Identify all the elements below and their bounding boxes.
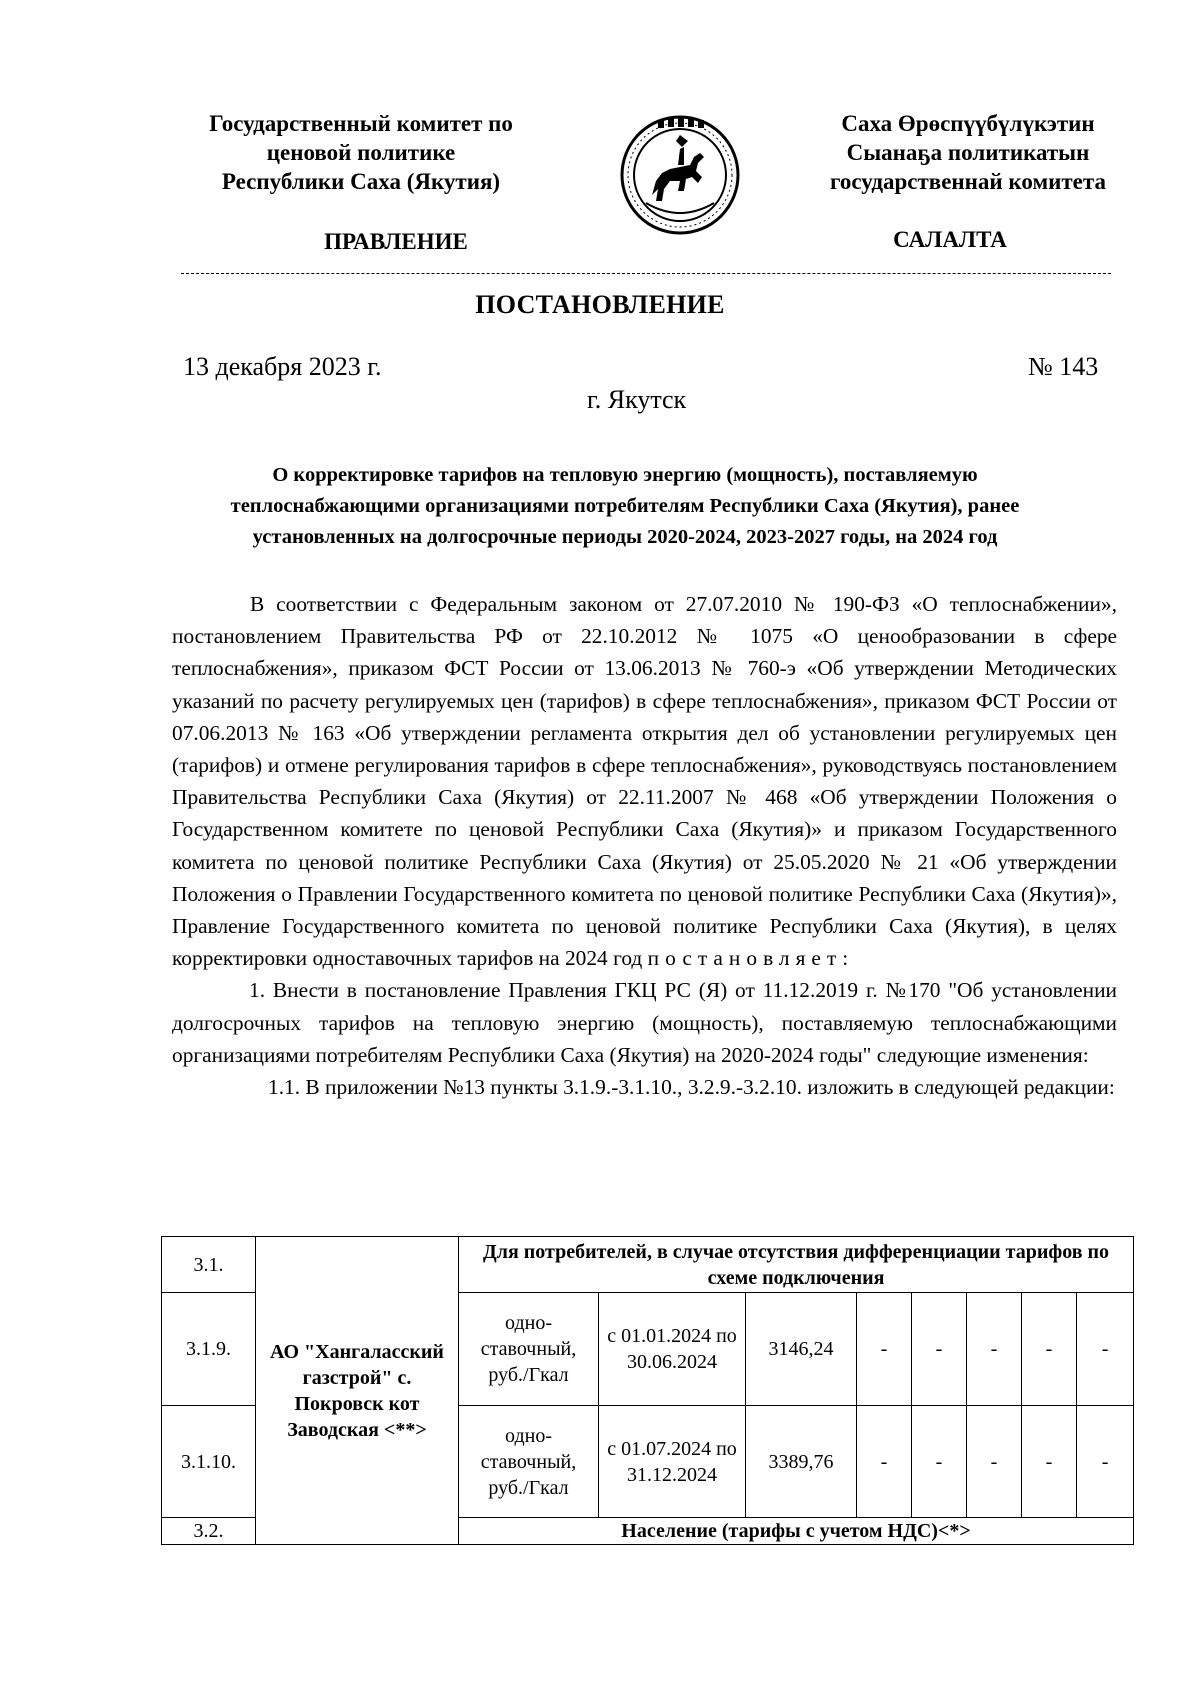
heading-line: установленных на долгосрочные периоды 2020-2024, 2023-2027 годы, на 2024 год	[252, 526, 998, 548]
section-caption: Население (тарифы с учетом НДС)<*>	[459, 1518, 1134, 1545]
empty-value-cell: -	[1077, 1406, 1134, 1518]
header-right-line: государственнай комитета	[830, 169, 1106, 194]
item-1-1-paragraph: 1.1. В приложении №13 пункты 3.1.9.-3.1.10., 3.2.9.-3.2.10. изложить в следующей редакции:	[268, 1075, 1115, 1100]
preamble-text: В соответствии с Федеральным законом от 27.07.2010 № 190-ФЗ «О теплоснабжении», постановлением Правительства РФ от 22.10.2012 № 1075 «О ценообразовании в сфере теплоснабжения», приказом ФСТ России от 13.06.2013 № 760-э «Об утверждении Методических указаний по расчету регулируемых цен (тарифов) в сфере теплоснабжения», приказом ФСТ России от 07.06.2013 № 163 «Об утверждении регламента открытия дел об установлении регулируемых цен (тарифов) и отмене регулирования тарифов в сфере теплоснабжения», руководствуясь постановлением Правительства Республики Саха (Якутия) от 22.11.2007 № 468 «Об утверждении Положения о Государственном комитете по ценовой Республики Саха (Якутия)» и приказом Государственного комитета по ценовой политике Республики Саха (Якутия) от 25.05.2020 № 21 «Об утверждении Положения о Правлении Государственного комитета по ценовой политике Республики Саха (Якутия)», Правление Государственного комитета по ценовой политике Республики Саха (Якутия), в целях корректировки одноставочных тарифов на 2024 год	[172, 592, 1117, 971]
heading-line: теплоснабжающими организациями потребителям Республики Саха (Якутия), ранее	[230, 495, 1020, 517]
empty-value-cell: -	[1077, 1293, 1134, 1406]
header-divider	[181, 273, 1111, 274]
document-heading	[160, 460, 1090, 553]
tariff-table	[161, 1236, 1134, 1545]
document-number: № 143	[1028, 352, 1099, 381]
document-body	[172, 588, 1117, 1103]
row-number: 3.1.9.	[162, 1293, 256, 1406]
header-left-line: Государственный комитет по	[209, 111, 513, 136]
empty-value-cell: -	[912, 1406, 967, 1518]
board-label-russian: ПРАВЛЕНИЕ	[324, 229, 468, 254]
empty-value-cell: -	[1022, 1293, 1077, 1406]
board-label-yakut: САЛАЛТА	[893, 227, 1007, 252]
empty-value-cell: -	[912, 1293, 967, 1406]
resolves-word: постановляет:	[647, 946, 855, 971]
document-type-title: ПОСТАНОВЛЕНИЕ	[475, 290, 725, 319]
committee-name-yakut	[800, 109, 1136, 196]
row-number: 3.1.10.	[162, 1406, 256, 1518]
heading-line: О корректировке тарифов на тепловую энергию (мощность), поставляемую	[272, 464, 978, 486]
header-right-line: Сыанаҕа политикатын	[846, 140, 1090, 165]
section-caption: Для потребителей, в случае отсутствия дифференциации тарифов по схеме подключения	[459, 1237, 1134, 1293]
tariff-value-cell: 3146,24	[746, 1293, 857, 1406]
header-left-line: Республики Саха (Якутия)	[221, 169, 501, 194]
period-cell: с 01.07.2024 по 31.12.2024	[599, 1406, 746, 1518]
tariff-value-cell: 3389,76	[746, 1406, 857, 1518]
document-date: 13 декабря 2023 г.	[183, 352, 382, 381]
header-left-line: ценовой политике	[266, 140, 456, 165]
rate-type-cell: одно-ставочный, руб./Гкал	[459, 1406, 599, 1518]
coat-of-arms-emblem	[618, 113, 742, 237]
empty-value-cell: -	[967, 1406, 1022, 1518]
item-1-paragraph: 1. Внести в постановление Правления ГКЦ РС (Я) от 11.12.2019 г. №170 "Об установлении долгосрочных тарифов на тепловую энергию (мощность), поставляемую теплоснабжающими организациями потребителям Республики Саха (Якутия) на 2020-2024 годы" следующие изменения:	[172, 978, 1117, 1067]
organization-cell: АО "Хангаласский газстрой" с. Покровск кот Заводская <**>	[256, 1237, 459, 1545]
empty-value-cell: -	[857, 1293, 912, 1406]
table-row	[162, 1237, 1134, 1293]
period-cell: с 01.01.2024 по 30.06.2024	[599, 1293, 746, 1406]
preamble-paragraph	[172, 588, 1117, 974]
rate-type-cell: одно-ставочный, руб./Гкал	[459, 1293, 599, 1406]
empty-value-cell: -	[967, 1293, 1022, 1406]
row-number: 3.1.	[162, 1237, 256, 1293]
empty-value-cell: -	[1022, 1406, 1077, 1518]
row-number: 3.2.	[162, 1518, 256, 1545]
document-city: г. Якутск	[587, 385, 687, 414]
header-right-line: Саха Өрөспүүбүлүкэтин	[841, 111, 1095, 136]
empty-value-cell: -	[857, 1406, 912, 1518]
committee-name-russian	[198, 109, 524, 196]
